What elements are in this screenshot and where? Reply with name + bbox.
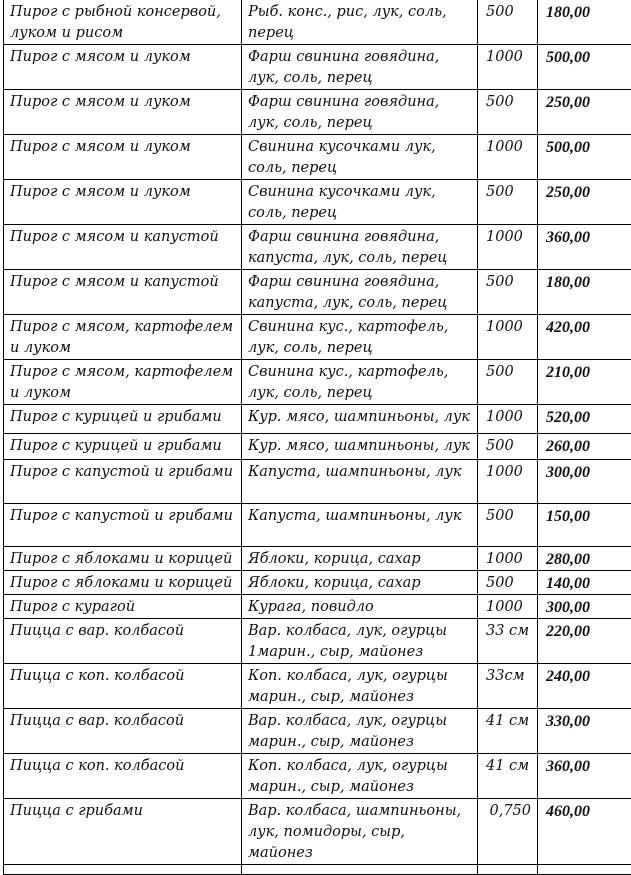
ingredients-cell: Вар. колбаса, лук, огурцы 1марин., сыр, майонез bbox=[242, 619, 478, 664]
ingredients-cell: Кур. мясо, шампиньоны, лук bbox=[242, 405, 478, 434]
price-cell: 360,00 bbox=[538, 754, 631, 799]
ingredients-cell: Курага, повидло bbox=[242, 595, 478, 619]
weight-cell: 500 bbox=[478, 504, 538, 547]
weight-cell: 500 bbox=[478, 360, 538, 405]
weight-cell: 1000 bbox=[478, 45, 538, 90]
weight-cell: 41 см bbox=[478, 754, 538, 799]
dish-name-cell: Пирог с мясом и луком bbox=[4, 90, 242, 135]
price-cell bbox=[538, 865, 631, 875]
price-cell: 220,00 bbox=[538, 619, 631, 664]
table-row bbox=[4, 360, 631, 405]
table-row bbox=[4, 664, 631, 709]
weight-cell: 500 bbox=[478, 0, 538, 45]
table-row bbox=[4, 434, 631, 460]
table-row bbox=[4, 135, 631, 180]
price-cell: 180,00 bbox=[538, 0, 631, 45]
dish-name-cell: Пирог с яблоками и корицей bbox=[4, 571, 242, 595]
menu-price-table bbox=[3, 0, 631, 875]
dish-name-cell: Пирог с капустой и грибами bbox=[4, 504, 242, 547]
weight-cell: 500 bbox=[478, 90, 538, 135]
table-row bbox=[4, 405, 631, 434]
table-row bbox=[4, 709, 631, 754]
ingredients-cell: Рыб. конс., рис, лук, соль, перец bbox=[242, 0, 478, 45]
price-cell: 250,00 bbox=[538, 180, 631, 225]
table-row bbox=[4, 45, 631, 90]
price-cell: 300,00 bbox=[538, 460, 631, 504]
weight-cell: 1000 bbox=[478, 225, 538, 270]
table-row bbox=[4, 180, 631, 225]
price-cell: 460,00 bbox=[538, 799, 631, 865]
dish-name-cell: Пицца с грибами bbox=[4, 799, 242, 865]
ingredients-cell: Кур. мясо, шампиньоны, лук bbox=[242, 434, 478, 460]
table-row bbox=[4, 90, 631, 135]
price-cell: 180,00 bbox=[538, 270, 631, 315]
table-row bbox=[4, 0, 631, 45]
ingredients-cell: Капуста, шампиньоны, лук bbox=[242, 460, 478, 504]
ingredients-cell: Яблоки, корица, сахар bbox=[242, 547, 478, 571]
table-row bbox=[4, 225, 631, 270]
ingredients-cell: Фарш свинина говядина, лук, соль, перец bbox=[242, 90, 478, 135]
ingredients-cell: Свинина кус., картофель, лук, соль, перец bbox=[242, 360, 478, 405]
dish-name-cell: Пицца с вар. колбасой bbox=[4, 709, 242, 754]
price-cell: 330,00 bbox=[538, 709, 631, 754]
dish-name-cell: Пирог с капустой и грибами bbox=[4, 460, 242, 504]
dish-name-cell: Пирог с мясом и капустой bbox=[4, 270, 242, 315]
ingredients-cell: Коп. колбаса, лук, огурцы марин., сыр, майонез bbox=[242, 664, 478, 709]
weight-cell: 1000 bbox=[478, 405, 538, 434]
table-row bbox=[4, 865, 631, 875]
ingredients-cell: Свинина кусочками лук, соль, перец bbox=[242, 135, 478, 180]
weight-cell bbox=[478, 865, 538, 875]
weight-cell: 500 bbox=[478, 270, 538, 315]
table-row bbox=[4, 460, 631, 504]
dish-name-cell: Пирог с мясом и луком bbox=[4, 45, 242, 90]
dish-name-cell: Пицца с вар. колбасой bbox=[4, 619, 242, 664]
ingredients-cell: Яблоки, корица, сахар bbox=[242, 571, 478, 595]
ingredients-cell: Коп. колбаса, лук, огурцы марин., сыр, майонез bbox=[242, 754, 478, 799]
price-cell: 500,00 bbox=[538, 135, 631, 180]
table-row bbox=[4, 595, 631, 619]
ingredients-cell: Свинина кусочками лук, соль, перец bbox=[242, 180, 478, 225]
table-row bbox=[4, 754, 631, 799]
price-cell: 140,00 bbox=[538, 571, 631, 595]
dish-name-cell: Пирог с курицей и грибами bbox=[4, 405, 242, 434]
dish-name-cell: Пирог с яблоками и корицей bbox=[4, 547, 242, 571]
ingredients-cell: Вар. колбаса, лук, огурцы марин., сыр, майонез bbox=[242, 709, 478, 754]
table-row bbox=[4, 619, 631, 664]
table-row bbox=[4, 547, 631, 571]
dish-name-cell: Пирог с мясом и капустой bbox=[4, 225, 242, 270]
table-row bbox=[4, 504, 631, 547]
weight-cell: 500 bbox=[478, 434, 538, 460]
table-row bbox=[4, 799, 631, 865]
weight-cell: 500 bbox=[478, 180, 538, 225]
ingredients-cell: Вар. колбаса, шампиньоны, лук, помидоры, сыр, майонез bbox=[242, 799, 478, 865]
dish-name-cell: Пицца с коп. колбасой bbox=[4, 754, 242, 799]
price-cell: 250,00 bbox=[538, 90, 631, 135]
price-cell: 300,00 bbox=[538, 595, 631, 619]
weight-cell: 500 bbox=[478, 571, 538, 595]
price-cell: 150,00 bbox=[538, 504, 631, 547]
dish-name-cell: Пирог с мясом, картофелем и луком bbox=[4, 360, 242, 405]
table-row bbox=[4, 270, 631, 315]
dish-name-cell: Пицца с коп. колбасой bbox=[4, 664, 242, 709]
dish-name-cell: Пирог с мясом и луком bbox=[4, 180, 242, 225]
weight-cell: 1000 bbox=[478, 547, 538, 571]
price-cell: 520,00 bbox=[538, 405, 631, 434]
ingredients-cell: Фарш свинина говядина, капуста, лук, соль, перец bbox=[242, 225, 478, 270]
price-cell: 260,00 bbox=[538, 434, 631, 460]
ingredients-cell: Капуста, шампиньоны, лук bbox=[242, 504, 478, 547]
price-cell: 500,00 bbox=[538, 45, 631, 90]
weight-cell: 1000 bbox=[478, 460, 538, 504]
ingredients-cell: Фарш свинина говядина, лук, соль, перец bbox=[242, 45, 478, 90]
weight-cell: 1000 bbox=[478, 595, 538, 619]
weight-cell: 33 см bbox=[478, 619, 538, 664]
dish-name-cell: Пирог с мясом, картофелем и луком bbox=[4, 315, 242, 360]
dish-name-cell: Пирог с мясом и луком bbox=[4, 135, 242, 180]
dish-name-cell: Пирог с курагой bbox=[4, 595, 242, 619]
ingredients-cell bbox=[242, 865, 478, 875]
price-cell: 420,00 bbox=[538, 315, 631, 360]
table-row bbox=[4, 315, 631, 360]
ingredients-cell: Фарш свинина говядина, капуста, лук, соль, перец bbox=[242, 270, 478, 315]
table-row bbox=[4, 571, 631, 595]
weight-cell: 0,750 bbox=[478, 799, 538, 865]
ingredients-cell: Свинина кус., картофель, лук, соль, перец bbox=[242, 315, 478, 360]
price-cell: 280,00 bbox=[538, 547, 631, 571]
menu-table-body bbox=[4, 0, 631, 875]
weight-cell: 41 см bbox=[478, 709, 538, 754]
dish-name-cell: Пирог с курицей и грибами bbox=[4, 434, 242, 460]
weight-cell: 1000 bbox=[478, 315, 538, 360]
weight-cell: 1000 bbox=[478, 135, 538, 180]
price-cell: 360,00 bbox=[538, 225, 631, 270]
dish-name-cell bbox=[4, 865, 242, 875]
price-cell: 210,00 bbox=[538, 360, 631, 405]
price-cell: 240,00 bbox=[538, 664, 631, 709]
dish-name-cell: Пирог с рыбной консервой, луком и рисом bbox=[4, 0, 242, 45]
weight-cell: 33см bbox=[478, 664, 538, 709]
